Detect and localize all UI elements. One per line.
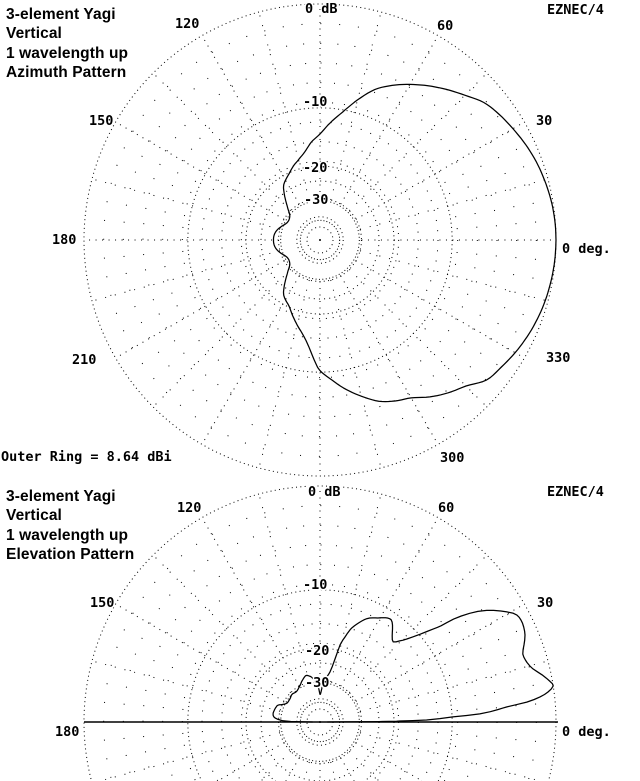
plot-label: -10 [303,94,328,110]
outer-ring-note: Outer Ring = 8.64 dBi [1,449,172,465]
grid-spoke [331,280,381,468]
grid-spoke [153,73,291,211]
grid-spoke [259,12,309,200]
plot-label: -30 [305,675,330,691]
grid-spoke [202,518,299,686]
title-line: Azimuth Pattern [6,63,127,81]
grid-spoke [356,122,524,219]
brand-label-azimuth: EZNEC/4 [547,2,604,18]
grid-spoke [360,179,548,229]
plot-label: 30 [536,113,553,129]
grid-spoke [356,604,524,701]
grid-spoke [116,261,284,358]
title-line: Elevation Pattern [6,545,135,563]
plot-label: 0 dB [305,1,338,17]
azimuth-pattern-group [52,1,611,476]
grid-spoke [341,36,438,204]
grid-spoke [92,733,280,781]
grid-spoke [259,494,309,682]
grid-spoke [341,518,438,686]
plot-label: 180 [55,724,80,740]
azimuth-title [6,5,128,82]
plot-label: -20 [303,160,328,176]
grid-spoke [92,179,280,229]
plot-label: 210 [72,352,97,368]
grid-spoke [116,743,284,781]
grid-spoke [360,251,548,301]
grid-spoke [341,276,438,444]
title-line: 1 wavelength up [6,526,129,544]
grid-spoke [116,122,284,219]
elevation-title [6,487,134,564]
db-ring--20 [246,648,394,781]
grid-spoke [202,758,299,781]
plot-label: 30 [537,595,554,611]
plot-label: -30 [304,192,329,208]
brand-label-elevation: EZNEC/4 [547,484,604,500]
elevation-pattern-group [55,484,611,781]
plot-label: 0 deg. [562,241,611,257]
plot-label: -10 [303,577,328,593]
grid-spoke [153,269,291,407]
grid-spoke [92,661,280,711]
plot-label: 300 [440,450,465,466]
grid-spoke [349,73,487,211]
plot-center-dot [319,239,321,241]
plot-label: 0 dB [308,484,341,500]
plot-label: 180 [52,232,77,248]
title-line: Vertical [6,507,62,525]
plot-label: 330 [546,350,571,366]
sparse-dot-ring [163,565,478,781]
plot-label: 150 [90,595,115,611]
grid-spoke [92,251,280,301]
grid-spoke [202,36,299,204]
grid-spoke [153,555,291,693]
grid-spoke [331,762,381,781]
plot-label: 60 [438,500,455,516]
title-line: 1 wavelength up [6,44,129,62]
grid-spoke [341,758,438,781]
plot-label: -20 [305,643,330,659]
plot-label: 0 deg. [562,724,611,740]
plot-label: 150 [89,113,114,129]
grid-spoke [116,604,284,701]
grid-spoke [356,261,524,358]
grid-spoke [331,494,381,682]
azimuth-pattern-trace [274,84,557,401]
grid-spoke [153,751,291,781]
plot-label: 120 [175,16,200,32]
grid-spoke [349,555,487,693]
grid-spoke [360,733,548,781]
grid-spoke [202,276,299,444]
title-line: Vertical [6,25,62,43]
title-line: 3-element Yagi [6,488,116,505]
elevation-pattern-trace [273,610,553,722]
grid-spoke [331,12,381,200]
title-line: 3-element Yagi [6,6,116,23]
grid-spoke [259,762,309,781]
grid-spoke [356,743,524,781]
plot-label: 120 [177,500,202,516]
plot-label: 60 [437,18,454,34]
grid-spoke [259,280,309,468]
sparse-dot-ring [241,643,398,781]
grid-spoke [349,751,487,781]
